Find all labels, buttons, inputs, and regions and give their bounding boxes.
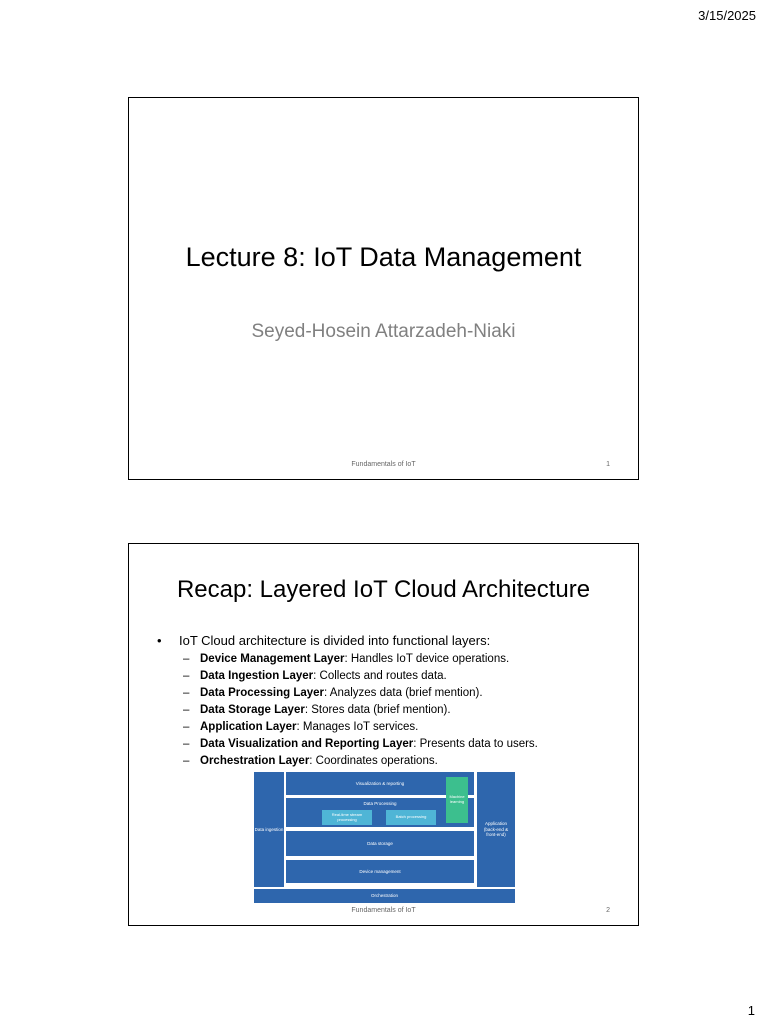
data-storage-block: Data storage [286,831,474,856]
slide-number: 1 [606,461,610,468]
item-bold: Application Layer [200,721,297,733]
slide-footer: Fundamentals of IoT [351,461,416,468]
layer-list [183,651,538,770]
list-item [183,685,538,702]
bullet-main [157,633,490,648]
slide-number: 2 [606,907,610,914]
item-text: : Analyzes data (brief mention). [324,687,483,699]
real-time-processing-chip: Real-time stream processing [322,810,372,825]
data-ingestion-block: Data ingestion [254,772,284,887]
item-text: : Manages IoT services. [296,721,419,733]
slide-1 [128,97,639,480]
slide-title: Lecture 8: IoT Data Management [185,242,582,272]
visualization-block: Visualization & reporting [286,772,474,795]
slide-footer: Fundamentals of IoT [351,907,416,914]
item-text: : Collects and routes data. [313,670,447,682]
orchestration-block: Orchestration [254,889,515,903]
item-bold: Data Processing Layer [200,687,325,699]
item-text: : Stores data (brief mention). [304,704,451,716]
item-bold: Data Visualization and Reporting Layer [200,738,414,750]
bullet-text: IoT Cloud architecture is divided into functional layers: [179,633,491,648]
item-bold: Data Ingestion Layer [200,670,314,682]
page-number: 1 [747,1003,755,1018]
dash-icon: – [183,687,190,699]
dash-icon: – [183,704,190,716]
slide-subtitle: Seyed-Hosein Attarzadeh-Niaki [251,321,516,342]
list-item [183,719,538,736]
list-item [183,702,538,719]
list-item [183,668,538,685]
architecture-diagram [254,772,515,903]
dash-icon: – [183,721,190,733]
application-block: Application (back-end & front-end) [477,772,515,887]
slide-2 [128,543,639,926]
dash-icon: – [183,738,190,750]
list-item [183,736,538,753]
bullet-icon: • [157,633,162,648]
data-processing-label: Data Processing [363,801,397,806]
dash-icon: – [183,670,190,682]
page-date: 3/15/2025 [698,8,756,23]
item-bold: Device Management Layer [200,653,345,665]
machine-learning-block: Machine learning [446,777,468,823]
dash-icon: – [183,653,190,665]
device-management-block: Device management [286,860,474,883]
item-bold: Data Storage Layer [200,704,305,716]
batch-processing-chip: Batch processing [386,810,436,825]
dash-icon: – [183,755,190,767]
list-item [183,651,538,668]
item-text: : Coordinates operations. [309,755,438,767]
item-text: : Handles IoT device operations. [344,653,510,665]
item-text: : Presents data to users. [413,738,538,750]
slide-title: Recap: Layered IoT Cloud Architecture [176,576,591,603]
item-bold: Orchestration Layer [200,755,310,767]
list-item [183,753,538,770]
